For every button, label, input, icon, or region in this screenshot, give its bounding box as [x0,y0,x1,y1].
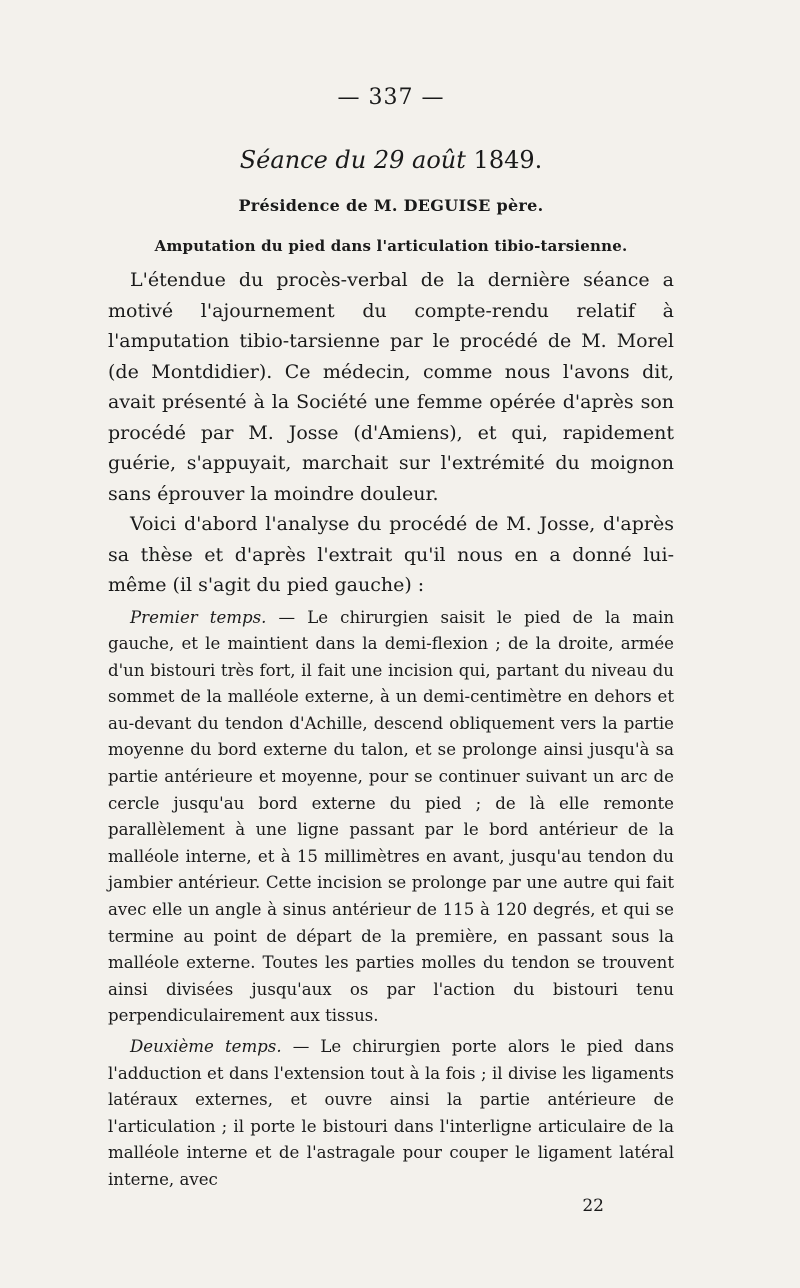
first-step-label: Premier temps. [130,607,267,627]
signature-mark: 22 [582,1195,604,1216]
paragraph-second-step [108,1034,674,1194]
session-title [108,146,674,174]
paragraph-procedure: Voici d'abord l'analyse du procédé de M. Josse, d'après sa thèse et d'après l'extrait qu'il nous en a donné lui-même (il s'agit du pied gauche) : [108,513,674,596]
section-heading: Amputation du pied dans l'articulation tibio-tarsienne. [154,237,628,255]
second-step-label: Deuxième temps. [130,1037,282,1056]
paragraph-first-step [108,605,674,1031]
paragraph-intro: L'étendue du procès-verbal de la dernière séance a motivé l'ajournement du compte-rendu relatif à l'amputation tibio-tarsienne par le procédé de M. Morel (de Montdidier). Ce médecin, comme nous l'avons dit, avait présenté à la Société une femme opérée d'après son procédé par M. Josse (d'Amiens), et qui, rapidement guérie, s'appuyait, marchait sur l'extrémité du moignon sans éprouver la moindre douleur. [108,269,674,505]
page [108,85,674,1216]
presidency-line: Présidence de M. DEGUISE père. [238,196,544,215]
second-step-text: — Le chirurgien porte alors le pied dans l'adduction et dans l'extension tout à la fois ; il divise les ligaments latéraux externes, et ouvre ainsi la partie antérieure de l'articulation ; il porte le bistouri dans l'interligne articulaire de la malléole interne et de l'astragale pour couper le ligament latéral interne, avec [108,1037,674,1189]
page-number: — 337 — [337,85,445,110]
session-date: Séance du 29 août [239,146,466,174]
session-year: 1849. [473,146,543,174]
first-step-text: — Le chirurgien saisit le pied de la main gauche, et le maintient dans la demi-flexion ; de la droite, armée d'un bistouri très fort, il fait une incision qui, partant du niveau du sommet de la malléole externe, à un demi-centimètre en dehors et au-devant du tendon d'Achille, descend obliquement vers la partie moyenne du bord externe du talon, et se prolonge ainsi jusqu'à sa partie antérieure et moyenne, pour se continuer suivant un arc de cercle jusqu'au bord externe du pied ; de là elle remonte parallèlement à une ligne passant par le bord antérieur de la malléole interne, et à 15 millimètres en avant, jusqu'au tendon du jambier antérieur. Cette incision se prolonge par une autre qui fait avec elle un angle à sinus antérieur de 115 à 120 degrés, et qui se termine au point de départ de la première, en passant sous la malléole externe. Toutes les parties molles du tendon se trouvent ainsi divisées jusqu'aux os par l'action du bistouri tenu perpendiculairement aux tissus. [108,607,675,1026]
